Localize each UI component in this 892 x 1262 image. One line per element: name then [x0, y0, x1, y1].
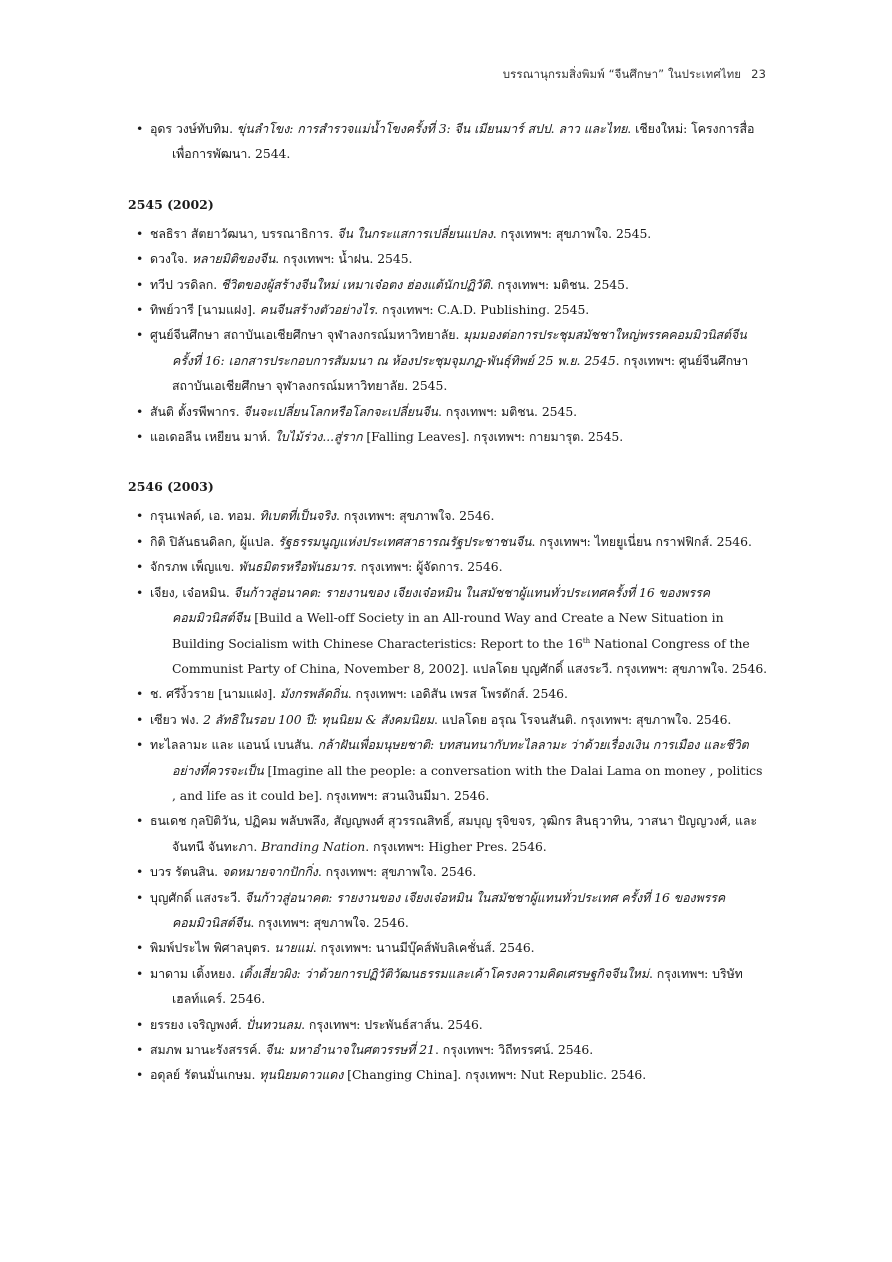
bib-entry: • เซียว ฟง. 2 ลัทธิในรอบ 100 ปี: ทุนนิยม & สังคมนิยม. แปลโดย อรุณ โรจนสันติ. กรุงเทพฯ: สุขภาพใจ. 2546.	[128, 707, 768, 732]
header-title: บรรณานุกรมสิ่งพิมพ์ “จีนศึกษา” ในประเทศไทย	[502, 67, 742, 81]
bib-entry: • ดวงใจ. หลายมิติของจีน. กรุงเทพฯ: น้ำฝน. 2545.	[128, 246, 768, 271]
bib-entry: • มาดาม เติ้งหยง. เติ้งเสี่ยวผิง: ว่าด้วยการปฏิวัติวัฒนธรรมและเค้าโครงความคิดเศรษฐกิจจีนใหม่. กรุงเทพฯ: บริษัท เฮลท์แคร์. 2546.	[128, 961, 768, 1012]
year-heading: 2545 (2002)	[128, 196, 214, 212]
bib-entry: • ช. ศรีงิ้วราย [นามแฝง]. มังกรพลัดถิ่น. กรุงเทพฯ: เอดิสัน เพรส โพรดักส์. 2546.	[128, 681, 768, 706]
bib-entry: • ยรรยง เจริญพงศ์. ปั่นทวนลม. กรุงเทพฯ: ประพันธ์สาส์น. 2546.	[128, 1012, 768, 1037]
bib-entry: • ทะไลลามะ และ แอนน์ เบนสัน. กล้าฝันเพื่อมนุษยชาติ: บทสนทนากับทะไลลามะ ว่าด้วยเรื่องเงิน การเมือง และชีวิตอย่างที่ควรจะเป็น [Imagine all the people: a conversation with the Dalai Lama on money , politics , and life as it could be]. กรุงเทพฯ: สวนเงินมีมา. 2546.	[128, 732, 768, 808]
bib-entry: • สมภพ มานะรังสรรค์. จีน: มหาอำนาจในศตวรรษที่ 21. กรุงเทพฯ: วิถีทรรศน์. 2546.	[128, 1037, 768, 1062]
entry-list	[128, 503, 768, 1087]
bib-entry: • ทิพย์วารี [นามแฝง]. คนจีนสร้างตัวอย่างไร. กรุงเทพฯ: C.A.D. Publishing. 2545.	[128, 297, 768, 322]
running-header	[503, 66, 766, 84]
bib-entry: • กิติ ปิลันธนดิลก, ผู้แปล. รัฐธรรมนูญแห่งประเทศสาธารณรัฐประชาชนจีน. กรุงเทพฯ: ไทยยูเนี่ยน กราฟฟิกส์. 2546.	[128, 529, 768, 554]
bib-entry: • พิมพ์ประไพ พิศาลบุตร. นายแม่. กรุงเทพฯ: นานมีบุ๊คส์พับลิเคชั่นส์. 2546.	[128, 935, 768, 960]
bib-entry: • อุดร วงษ์ทับทิม. ขุ่นลำโขง: การสำรวจแม่น้ำโขงครั้งที่ 3: จีน เมียนมาร์ สปป. ลาว และไทย. เชียงใหม่: โครงการสื่อเพื่อการพัฒนา. 2544.	[128, 116, 768, 167]
bib-entry: • แอเดอลีน เหยียน มาห์. ใบไม้ร่วง...สู่ราก [Falling Leaves]. กรุงเทพฯ: กายมารุต. 2545.	[128, 424, 768, 449]
bib-entry: • ชลธิรา สัตยาวัฒนา, บรรณาธิการ. จีน ในกระแสการเปลี่ยนแปลง. กรุงเทพฯ: สุขภาพใจ. 2545.	[128, 221, 768, 246]
bib-entry: • บุญศักดิ์ แสงระวี. จีนก้าวสู่อนาคต: รายงานของ เจียงเจ๋อหมิน ในสมัชชาผู้แทนทั่วประเทศ ครั้งที่ 16 ของพรรคคอมมิวนิสต์จีน. กรุงเทพฯ: สุขภาพใจ. 2546.	[128, 885, 768, 936]
bib-entry: • อดุลย์ รัตนมั่นเกษม. ทุนนิยมดาวแดง [Changing China]. กรุงเทพฯ: Nut Republic. 2546.	[128, 1062, 768, 1087]
bib-entry: • บวร รัตนสิน. จดหมายจากปักกิ่ง. กรุงเทพฯ: สุขภาพใจ. 2546.	[128, 859, 768, 884]
bib-entry: • เจียง, เจ๋อหมิน. จีนก้าวสู่อนาคต: รายงานของ เจียงเจ๋อหมิน ในสมัชชาผู้แทนทั่วประเทศครั้งที่ 16 ของพรรคคอมมิวนิสต์จีน [Build a Well-off Society in an All-round Way and Create a New Situation in Building Socialism with Chinese Characteristics: Report to the 16th National Congress of the Communist Party of China, November 8, 2002]. แปลโดย บุญศักดิ์ แสงระวี. กรุงเทพฯ: สุขภาพใจ. 2546.	[128, 580, 768, 682]
bib-entry: • ธนเดช กุลปิติวัน, ปฏิคม พลับพลึง, สัญญพงศ์ สุวรรณสิทธิ์, สมบุญ รุจิขจร, วุฒิกร สินธุวาทิน, วาสนา ปัญญวงศ์, และ จันทนี จันทะภา. Branding Nation. กรุงเทพฯ: Higher Pres. 2546.	[128, 808, 768, 859]
bib-entry: • ศูนย์จีนศึกษา สถาบันเอเชียศึกษา จุฬาลงกรณ์มหาวิทยาลัย. มุมมองต่อการประชุมสมัชชาใหญ่พรรคคอมมิวนิสต์จีน ครั้งที่ 16: เอกสารประกอบการสัมมนา ณ ห้องประชุมจุมภฏ-พันธุ์ทิพย์ 25 พ.ย. 2545. กรุงเทพฯ: ศูนย์จีนศึกษา สถาบันเอเชียศึกษา จุฬาลงกรณ์มหาวิทยาลัย. 2545.	[128, 322, 768, 398]
bib-entry: • ทวีป วรดิลก. ชีวิตของผู้สร้างจีนใหม่ เหมาเจ๋อตง ฮ่องแต้นักปฏิวัติ. กรุงเทพฯ: มติชน. 2545.	[128, 272, 768, 297]
year-heading: 2546 (2003)	[128, 479, 214, 495]
bib-entry: • จักรภพ เพ็ญแข. พันธมิตรหรือพันธมาร. กรุงเทพฯ: ผู้จัดการ. 2546.	[128, 554, 768, 579]
bib-entry: • กรุนเฟลด์, เอ. ทอม. ทิเบตที่เป็นจริง. กรุงเทพฯ: สุขภาพใจ. 2546.	[128, 503, 768, 528]
entry-list	[128, 116, 768, 167]
bib-entry: • สันติ ตั้งรพีพากร. จีนจะเปลี่ยนโลกหรือโลกจะเปลี่ยนจีน. กรุงเทพฯ: มติชน. 2545.	[128, 399, 768, 424]
entry-list	[128, 221, 768, 450]
bibliography	[128, 116, 768, 1088]
page-number: 23	[751, 67, 766, 81]
